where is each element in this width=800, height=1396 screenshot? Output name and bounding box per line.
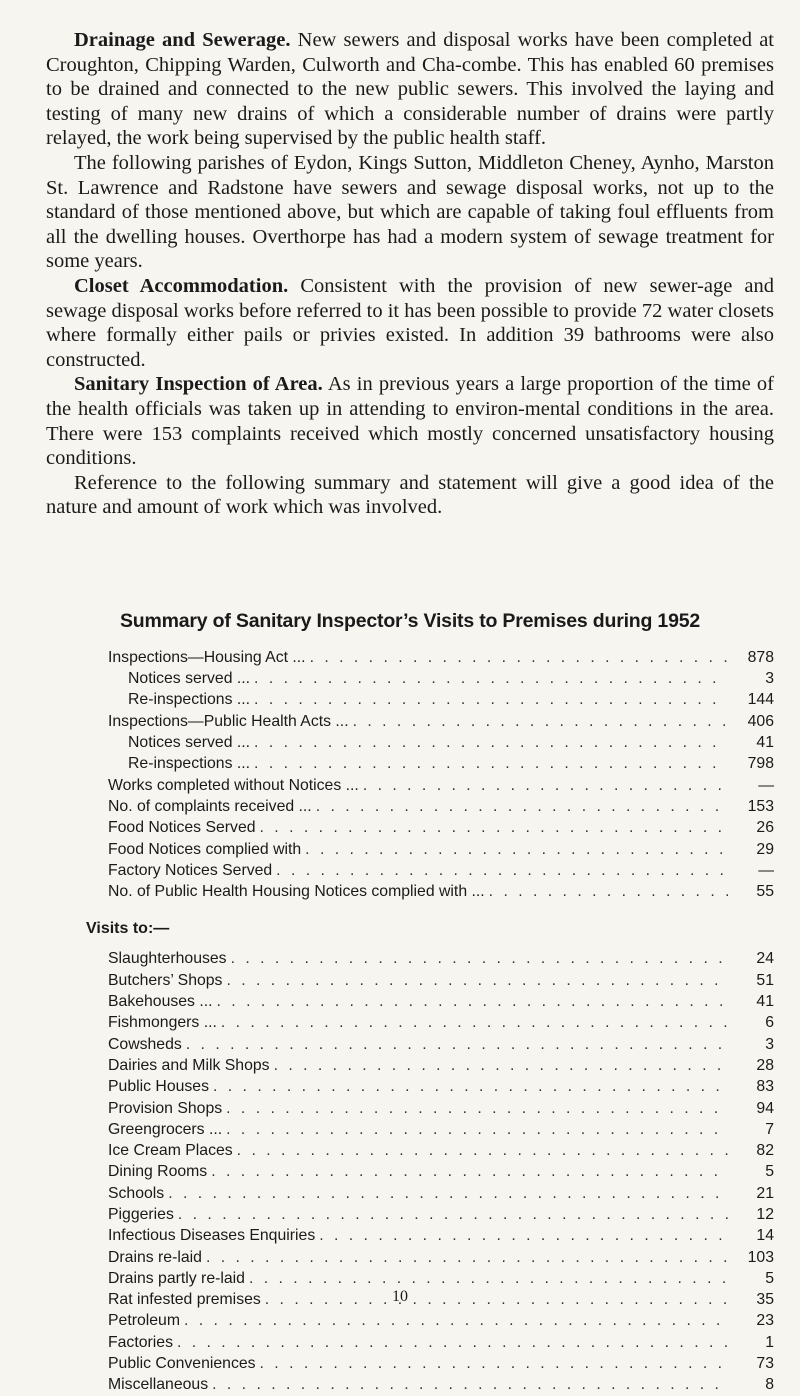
dot-leader xyxy=(310,647,728,668)
dot-leader xyxy=(213,1076,728,1097)
row-label: Drains re-laid xyxy=(108,1248,202,1266)
table-row xyxy=(46,1183,774,1204)
table-row xyxy=(46,753,774,774)
dot-leader xyxy=(178,1204,728,1225)
table-row xyxy=(46,1310,774,1331)
row-label: Greengrocers ... xyxy=(108,1120,223,1138)
dot-leader xyxy=(254,668,728,689)
paragraph-heading: Sanitary Inspection of Area. xyxy=(74,373,323,396)
table-row xyxy=(46,948,774,969)
table-row xyxy=(46,1225,774,1246)
table-row xyxy=(46,1353,774,1374)
row-label: Infectious Diseases Enquiries xyxy=(108,1227,316,1245)
row-label: Notices served ... xyxy=(128,734,251,752)
dot-leader xyxy=(212,1374,728,1395)
dot-leader xyxy=(319,1225,728,1246)
row-value: — xyxy=(758,776,774,794)
dot-leader xyxy=(231,948,728,969)
row-label: Food Notices complied with xyxy=(108,840,302,858)
document-page xyxy=(46,28,774,1396)
table-row xyxy=(46,1034,774,1055)
body-text xyxy=(46,28,774,520)
paragraph-heading: Closet Accommodation. xyxy=(74,274,289,297)
row-label: Public Houses xyxy=(108,1078,209,1096)
dot-leader xyxy=(226,970,728,991)
row-value: 55 xyxy=(756,883,774,901)
dot-leader xyxy=(254,732,728,753)
paragraph xyxy=(46,372,774,470)
row-label: Drains partly re-laid xyxy=(108,1269,245,1287)
row-value: 144 xyxy=(747,691,774,709)
row-label: Piggeries xyxy=(108,1206,174,1223)
row-label: Petroleum xyxy=(108,1312,180,1330)
paragraph-text: The following parishes of Eydon, Kings Sutton, Middleton Cheney, Aynho, Marston St. Lawrence and Radstone have sewers and sewage disposal works, not up to the standard of those mentioned above, but which are capable of taking foul effluents from all the dwelling houses. Overthorpe has had a modern system of sewage treatment for some years. xyxy=(46,151,774,273)
table-row xyxy=(46,1247,774,1268)
dot-leader xyxy=(305,839,728,860)
paragraph-text: As in previous years a large proportion of the time of the health officials was taken up in attending to environ-mental conditions in the area. There were 153 complaints received which mostly concerned unsatisfactory housing conditions. xyxy=(46,373,774,470)
row-value: 406 xyxy=(747,712,774,730)
table-row xyxy=(46,1161,774,1182)
row-value: 41 xyxy=(756,993,774,1011)
table-row xyxy=(46,1332,774,1353)
table-row xyxy=(46,689,774,710)
row-value: 3 xyxy=(765,1035,774,1053)
row-value: 29 xyxy=(756,840,774,858)
paragraph-text: New sewers and disposal works have been completed at Croughton, Chipping Warden, Culworth and Cha-combe. This has enabled 60 premises to be drained and connected to the new public sewers. This involved the laying and testing of many new drains of which a considerable number of drains were partly relayed, the work being supervised by the public health staff. xyxy=(46,29,774,150)
row-value: 35 xyxy=(756,1291,774,1309)
paragraph-text: Consistent with the provision of new sewer-age and sewage disposal works before referred to it has been possible to provide 72 water closets where formally either pails or privies existed. In addition 39 bathrooms were also constructed. xyxy=(46,274,774,371)
visits-heading: Visits to:— xyxy=(86,920,170,938)
dot-leader xyxy=(211,1161,728,1182)
row-value: 41 xyxy=(756,734,774,752)
row-label: Slaughterhouses xyxy=(108,950,227,968)
dot-leader xyxy=(276,860,728,881)
row-label: No. of Public Health Housing Notices complied with ... xyxy=(108,883,485,901)
row-value: 103 xyxy=(747,1248,774,1266)
row-label: No. of complaints received ... xyxy=(108,797,312,815)
dot-leader xyxy=(254,689,728,710)
row-value: 153 xyxy=(747,797,774,815)
row-value: 3 xyxy=(765,670,774,688)
row-value: 94 xyxy=(756,1099,774,1117)
paragraph xyxy=(46,274,774,372)
row-label: Re-inspections ... xyxy=(128,691,251,709)
row-value: 5 xyxy=(765,1269,774,1287)
paragraph xyxy=(46,471,774,520)
row-value: 51 xyxy=(756,971,774,989)
dot-leader xyxy=(254,753,728,774)
row-label: Notices served ... xyxy=(128,670,251,688)
row-label: Fishmongers ... xyxy=(108,1014,217,1032)
summary-table xyxy=(46,647,774,903)
row-value: 73 xyxy=(756,1355,774,1373)
dot-leader xyxy=(184,1310,728,1331)
table-row xyxy=(46,970,774,991)
row-label: Works completed without Notices ... xyxy=(108,776,359,794)
row-value: 23 xyxy=(756,1312,774,1330)
table-row xyxy=(46,1012,774,1033)
row-label: Factory Notices Served xyxy=(108,861,273,879)
table-row xyxy=(46,817,774,838)
row-value: 1 xyxy=(765,1333,774,1351)
row-value: 28 xyxy=(756,1056,774,1074)
row-label: Factories xyxy=(108,1333,173,1351)
dot-leader xyxy=(249,1268,728,1289)
row-label: Butchers’ Shops xyxy=(108,971,223,989)
row-label: Food Notices Served xyxy=(108,819,256,837)
table-row xyxy=(46,1076,774,1097)
row-label: Dairies and Milk Shops xyxy=(108,1056,270,1074)
dot-leader xyxy=(353,711,728,732)
row-value: 5 xyxy=(765,1163,774,1181)
row-value: 14 xyxy=(756,1227,774,1245)
table-row xyxy=(46,839,774,860)
page-number: 10 xyxy=(392,1288,408,1305)
paragraph xyxy=(46,151,774,274)
dot-leader xyxy=(217,991,728,1012)
dot-leader xyxy=(226,1098,728,1119)
table-row xyxy=(46,881,774,902)
table-row xyxy=(46,1374,774,1395)
row-value: — xyxy=(758,861,774,879)
dot-leader xyxy=(168,1183,728,1204)
table-row xyxy=(46,732,774,753)
row-label: Public Conveniences xyxy=(108,1355,256,1373)
table-row xyxy=(46,1119,774,1140)
dot-leader xyxy=(274,1055,728,1076)
dot-leader xyxy=(489,881,728,902)
dot-leader xyxy=(177,1332,728,1353)
table-row xyxy=(46,668,774,689)
paragraph xyxy=(46,28,774,151)
row-label: Inspections—Housing Act ... xyxy=(108,648,306,666)
dot-leader xyxy=(221,1012,728,1033)
row-label: Dining Rooms xyxy=(108,1163,208,1181)
dot-leader xyxy=(237,1140,728,1161)
row-label: Re-inspections ... xyxy=(128,755,251,773)
row-value: 8 xyxy=(765,1376,774,1394)
row-label: Bakehouses ... xyxy=(108,993,213,1011)
table-row xyxy=(46,711,774,732)
dot-leader xyxy=(260,1353,728,1374)
row-value: 83 xyxy=(756,1078,774,1096)
row-value: 12 xyxy=(756,1206,774,1223)
table-row xyxy=(46,775,774,796)
row-label: Inspections—Public Health Acts ... xyxy=(108,712,349,730)
row-value: 7 xyxy=(765,1120,774,1138)
row-value: 21 xyxy=(756,1184,774,1202)
row-value: 26 xyxy=(756,819,774,837)
row-label: Cowsheds xyxy=(108,1035,182,1053)
dot-leader xyxy=(206,1247,728,1268)
table-row xyxy=(46,860,774,881)
table-row xyxy=(46,1055,774,1076)
row-value: 798 xyxy=(747,755,774,773)
table-row xyxy=(46,1268,774,1289)
table-row xyxy=(46,1204,774,1225)
row-value: 82 xyxy=(756,1142,774,1160)
table-row xyxy=(46,647,774,668)
table-row xyxy=(46,796,774,817)
row-value: 6 xyxy=(765,1014,774,1032)
row-value: 24 xyxy=(756,950,774,968)
dot-leader xyxy=(363,775,728,796)
paragraph-heading: Drainage and Sewerage. xyxy=(74,29,291,51)
dot-leader xyxy=(260,817,728,838)
table-row xyxy=(46,1140,774,1161)
paragraph-text: Reference to the following summary and statement will give a good idea of the nature and amount of work which was involved. xyxy=(46,471,774,519)
dot-leader xyxy=(226,1119,728,1140)
row-label: Miscellaneous xyxy=(108,1376,209,1394)
row-label: Rat infested premises xyxy=(108,1291,261,1309)
row-value: 878 xyxy=(747,648,774,666)
summary-title: Summary of Sanitary Inspector’s Visits to Premises during 1952 xyxy=(119,609,701,632)
table-row xyxy=(46,991,774,1012)
table-row xyxy=(46,1098,774,1119)
dot-leader xyxy=(186,1034,728,1055)
row-label: Provision Shops xyxy=(108,1099,223,1117)
row-label: Ice Cream Places xyxy=(108,1142,233,1160)
visits-table xyxy=(46,948,774,1395)
dot-leader xyxy=(316,796,728,817)
row-label: Schools xyxy=(108,1184,165,1202)
